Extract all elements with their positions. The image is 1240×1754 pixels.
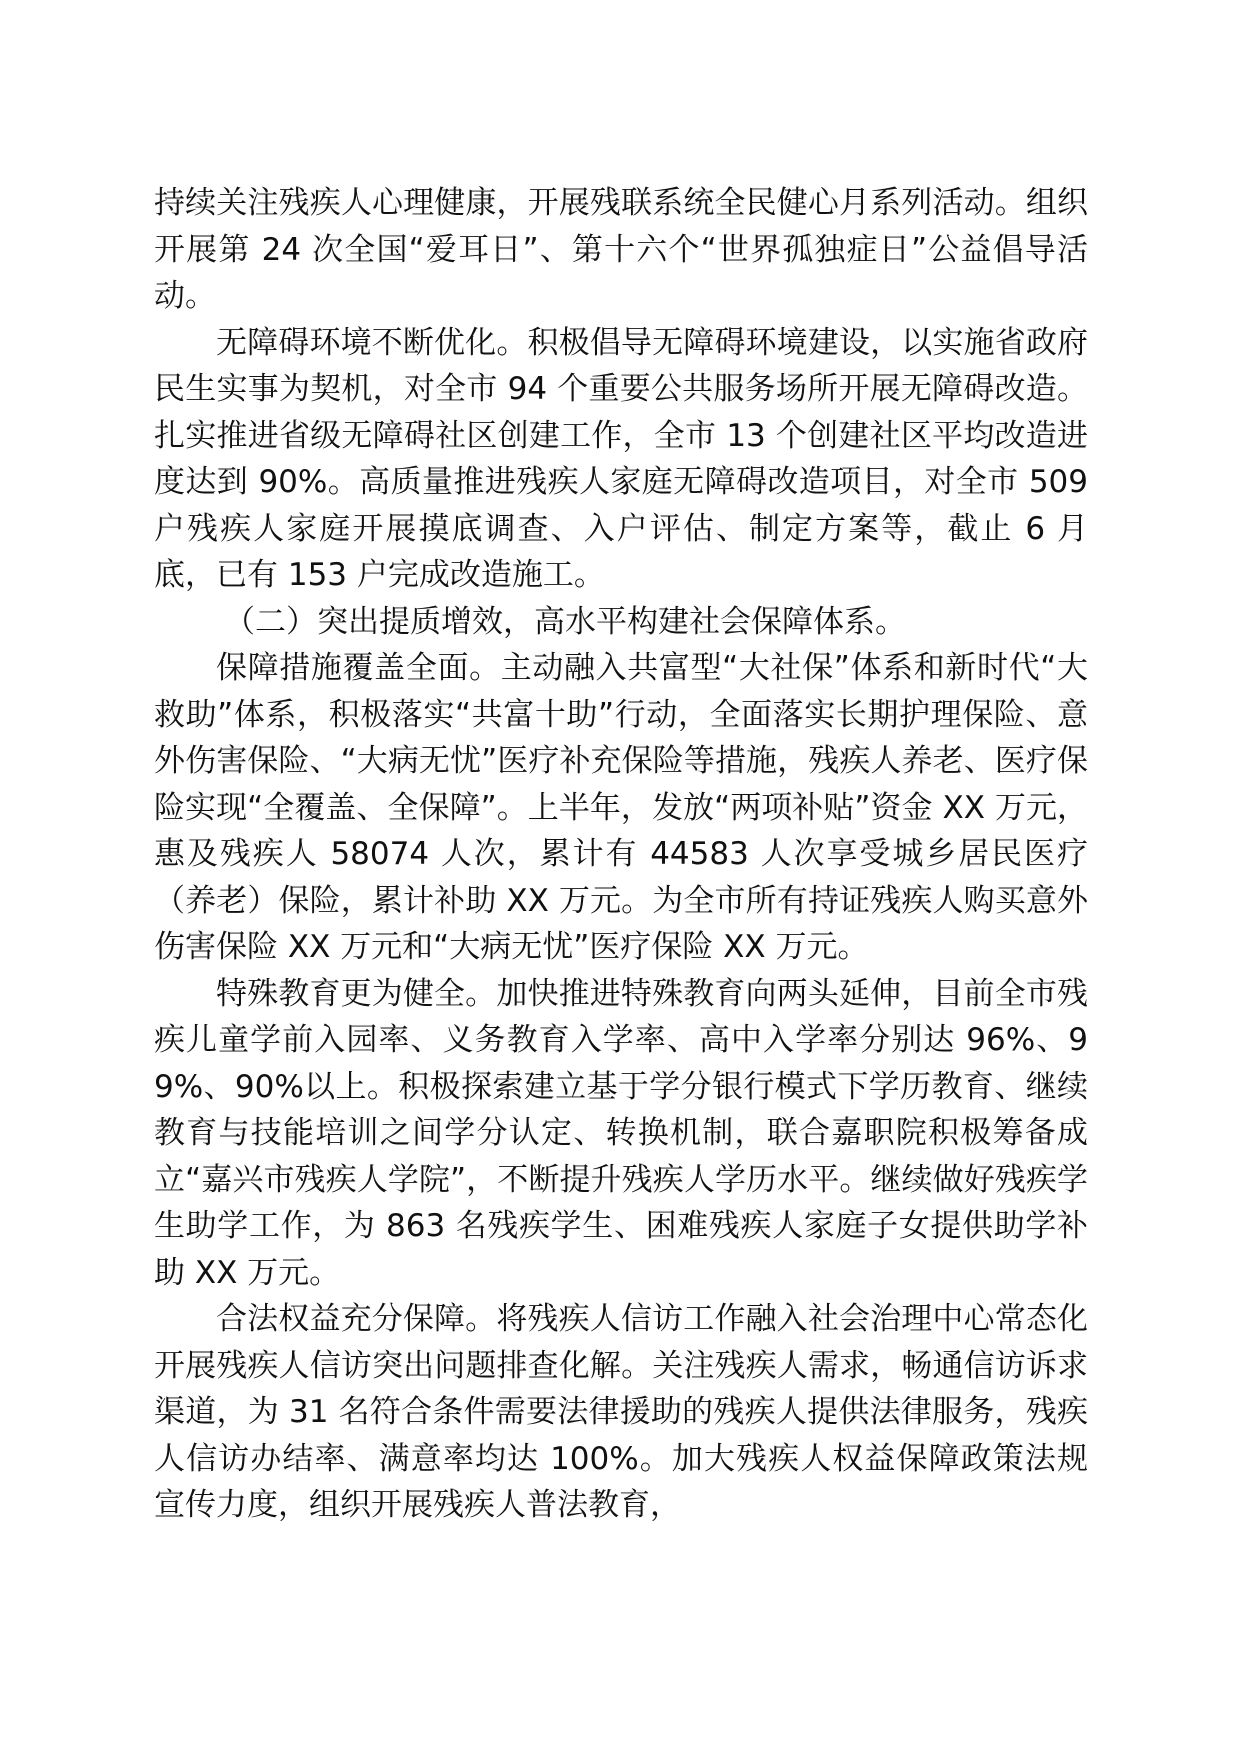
paragraph-barrier-free: 无障碍环境不断优化。积极倡导无障碍环境建设，以实施省政府民生实事为契机，对全市 94 个重要公共服务场所开展无障碍改造。扎实推进省级无障碍社区创建工作，全市 13 个创建社区平均改造进度达到 90%。高质量推进残疾人家庭无障碍改造项目，对全市 509 户残疾人家庭开展摸底调查、入户评估、制定方案等，截止 6 月底，已有 153 户完成改造施工。 xyxy=(154,324,1088,593)
paragraph-social-security: 保障措施覆盖全面。主动融入共富型“大社保”体系和新时代“大救助”体系，积极落实“共富十助”行动，全面落实长期护理保险、意外伤害保险、“大病无忧”医疗补充保险等措施，残疾人养老、医疗保险实现“全覆盖、全保障”。上半年，发放“两项补贴”资金 XX 万元，惠及残疾人 58074 人次，累计有 44583 人次享受城乡居民医疗（养老）保险，累计补助 XX 万元。为全市所有持证残疾人购买意外伤害保险 XX 万元和“大病无忧”医疗保险 XX 万元。 xyxy=(154,650,1088,965)
paragraph-mental-health: 持续关注残疾人心理健康，开展残联系统全民健心月系列活动。组织开展第 24 次全国“爱耳日”、第十六个“世界孤独症日”公益倡导活动。 xyxy=(154,185,1088,314)
section-heading: （二）突出提质增效，高水平构建社会保障体系。 xyxy=(224,603,906,640)
paragraph-special-education: 特殊教育更为健全。加快推进特殊教育向两头延伸，目前全市残疾儿童学前入园率、义务教育入学率、高中入学率分别达 96%、99%、90%以上。积极探索建立基于学分银行模式下学历教育、继续教育与技能培训之间学分认定、转换机制，联合嘉职院积极筹备成立“嘉兴市残疾人学院”，不断提升残疾人学历水平。继续做好残疾学生助学工作，为 863 名残疾学生、困难残疾人家庭子女提供助学补助 XX 万元。 xyxy=(154,975,1088,1291)
paragraph-legal-rights: 合法权益充分保障。将残疾人信访工作融入社会治理中心常态化开展残疾人信访突出问题排查化解。关注残疾人需求，畅通信访诉求渠道，为 31 名符合条件需要法律援助的残疾人提供法律服务，残疾人信访办结率、满意率均达 100%。加大残疾人权益保障政策法规宣传力度，组织开展残疾人普法教育， xyxy=(154,1301,1088,1523)
document-body xyxy=(154,180,1088,1529)
